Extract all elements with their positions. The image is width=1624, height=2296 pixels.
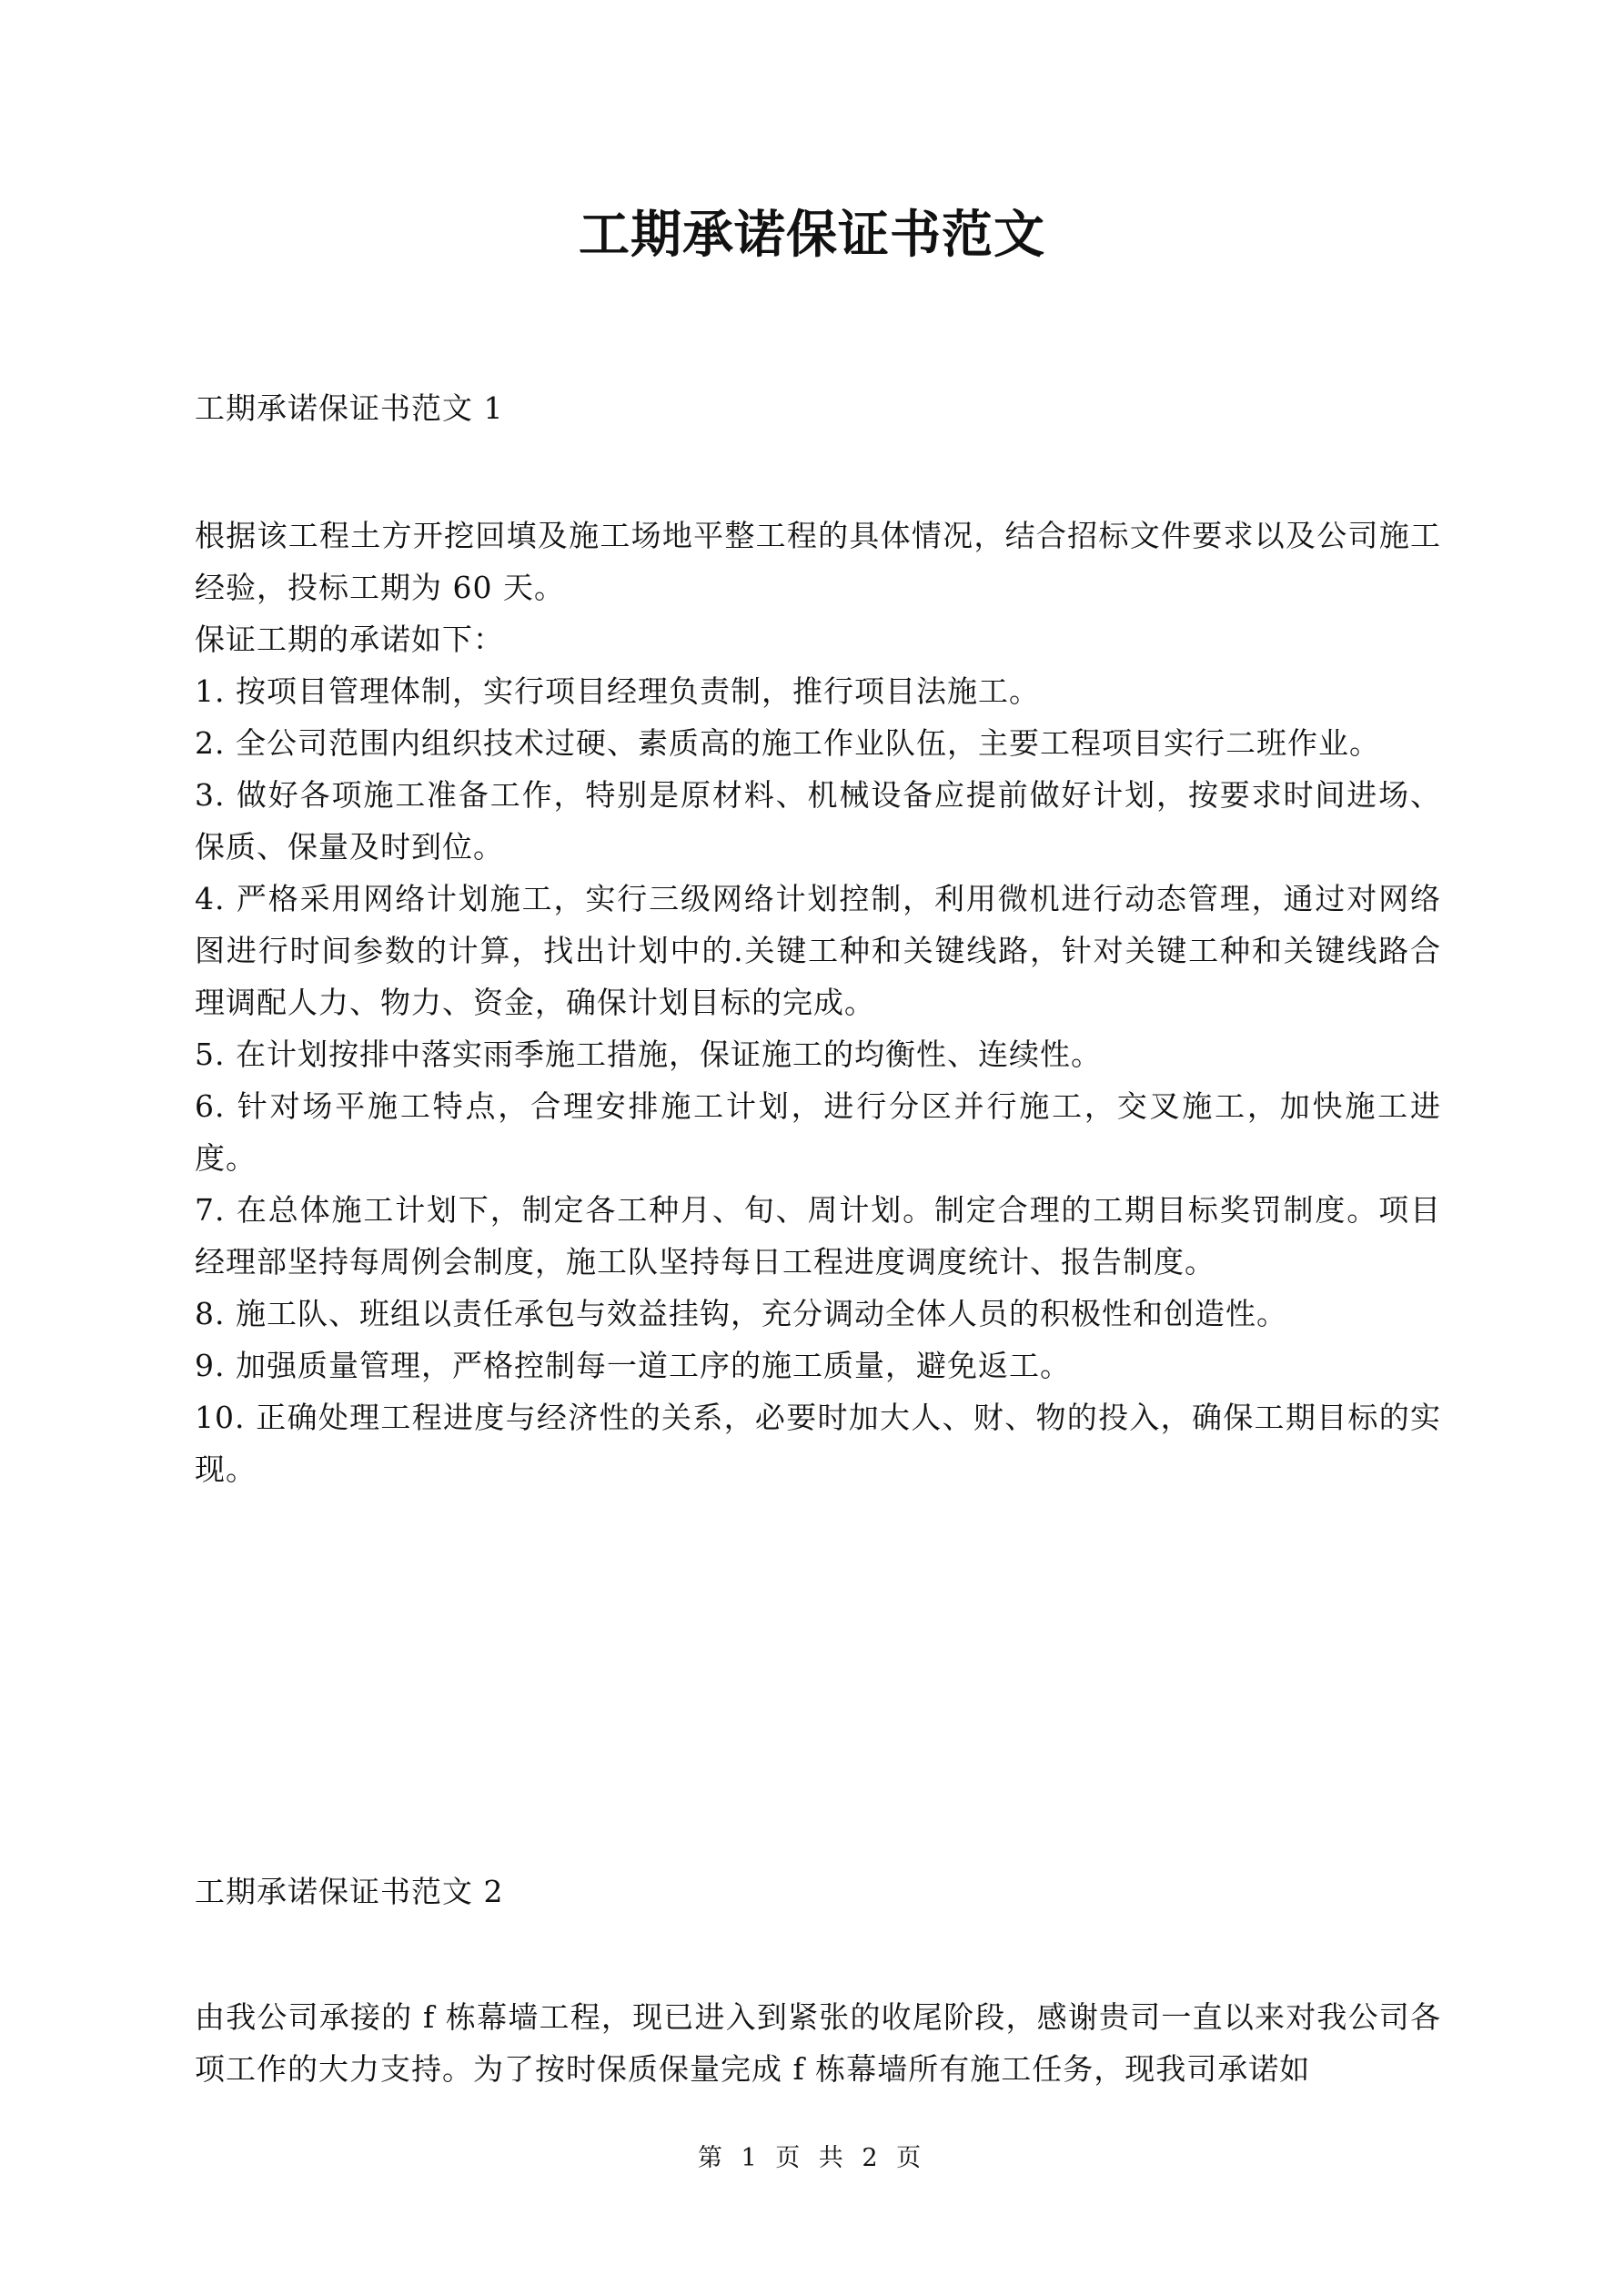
document-title: 工期承诺保证书范文	[579, 205, 1045, 265]
list-item: 4. 严格采用网络计划施工，实行三级网络计划控制，利用微机进行动态管理，通过对网络图进行时间参数的计算，找出计划中的.关键工种和关键线路，针对关键工种和关键线路合理调配人力、物力、资金，确保计划目标的完成。	[195, 881, 1441, 1020]
list-item: 10. 正确处理工程进度与经济性的关系，必要时加大人、财、物的投入，确保工期目标的实现。	[195, 1400, 1441, 1487]
paragraph: 由我公司承接的 f 栋幕墙工程，现已进入到紧张的收尾阶段，感谢贵司一直以来对我公司各项工作的大力支持。为了按时保质保量完成 f 栋幕墙所有施工任务，现我司承诺如	[195, 1999, 1441, 2087]
section-2-heading: 工期承诺保证书范文 2	[195, 1874, 504, 1909]
list-item: 7. 在总体施工计划下，制定各工种月、旬、周计划。制定合理的工期目标奖罚制度。项目经理部坚持每周例会制度，施工队坚持每日工程进度调度统计、报告制度。	[195, 1192, 1441, 1279]
list-item: 8. 施工队、班组以责任承包与效益挂钩，充分调动全体人员的积极性和创造性。	[195, 1296, 1287, 1331]
list-item: 6. 针对场平施工特点，合理安排施工计划，进行分区并行施工，交叉施工，加快施工进度。	[195, 1088, 1441, 1176]
list-item: 9. 加强质量管理，严格控制每一道工序的施工质量，避免返工。	[195, 1348, 1071, 1383]
list-item: 1. 按项目管理体制，实行项目经理负责制，推行项目法施工。	[195, 673, 1040, 709]
paragraph: 保证工期的承诺如下：	[195, 622, 504, 657]
paragraph: 根据该工程土方开挖回填及施工场地平整工程的具体情况，结合招标文件要求以及公司施工经验，投标工期为 60 天。	[195, 518, 1441, 605]
section-2-body	[195, 1991, 1441, 2095]
page-footer: 第 1 页 共 2 页	[697, 2144, 927, 2172]
list-item: 2. 全公司范围内组织技术过硬、素质高的施工作业队伍，主要工程项目实行二班作业。	[195, 725, 1380, 761]
section-1-heading: 工期承诺保证书范文 1	[195, 390, 504, 426]
section-1-body	[195, 510, 1441, 1495]
list-item: 3. 做好各项施工准备工作，特别是原材料、机械设备应提前做好计划，按要求时间进场、保质、保量及时到位。	[195, 777, 1441, 865]
list-item: 5. 在计划按排中落实雨季施工措施，保证施工的均衡性、连续性。	[195, 1037, 1102, 1072]
